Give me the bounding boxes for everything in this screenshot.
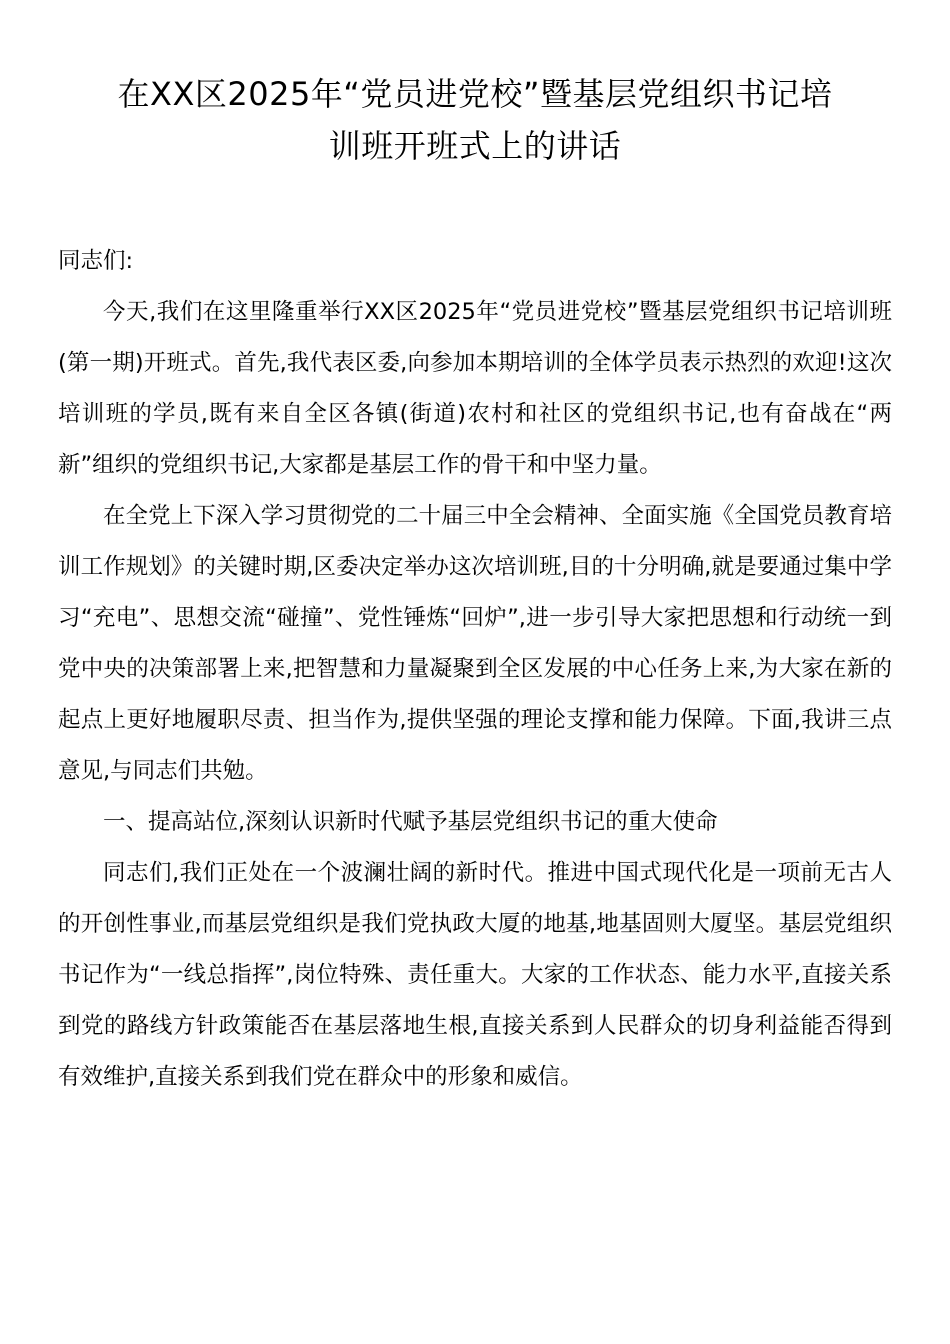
paragraph-intro: 今天,我们在这里隆重举行XX区2025年“党员进党校”暨基层党组织书记培训班(第一期)开班式。首先,我代表区委,向参加本期培训的全体学员表示热烈的欢迎!这次培训班的学员,既有来自全区各镇(街道)农村和社区的党组织书记,也有奋战在“两新”组织的党组织书记,大家都是基层工作的骨干和中坚力量。 <box>58 299 892 478</box>
section-heading-1: 一、提高站位,深刻认识新时代赋予基层党组织书记的重大使命 <box>103 809 718 835</box>
paragraph-section-1: 同志们,我们正处在一个波澜壮阔的新时代。推进中国式现代化是一项前无古人的开创性事业,而基层党组织是我们党执政大厦的地基,地基固则大厦坚。基层党组织书记作为“一线总指挥”,岗位特殊、责任重大。大家的工作状态、能力水平,直接关系到党的路线方针政策能否在基层落地生根,直接关系到人民群众的切身利益能否得到有效维护,直接关系到我们党在群众中的形象和威信。 <box>58 860 892 1090</box>
paragraph-purpose: 在全党上下深入学习贯彻党的二十届三中全会精神、全面实施《全国党员教育培训工作规划》的关键时期,区委决定举办这次培训班,目的十分明确,就是要通过集中学习“充电”、思想交流“碰撞”、党性锤炼“回炉”,进一步引导大家把思想和行动统一到党中央的决策部署上来,把智慧和力量凝聚到全区发展的中心任务上来,为大家在新的起点上更好地履职尽责、担当作为,提供坚强的理论支撑和能力保障。下面,我讲三点意见,与同志们共勉。 <box>58 503 892 784</box>
title-line-1: 在XX区2025年“党员进党校”暨基层党组织书记培 <box>117 75 833 113</box>
document-title <box>58 68 892 172</box>
salutation: 同志们: <box>58 248 134 274</box>
document-body <box>58 236 892 1103</box>
title-line-2: 训班开班式上的讲话 <box>328 127 622 165</box>
